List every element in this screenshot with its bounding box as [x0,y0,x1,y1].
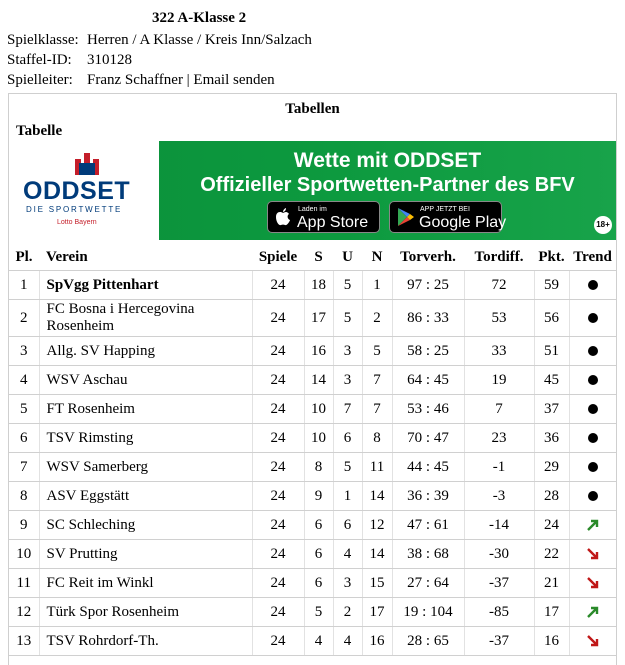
col-tordifferenz-cell: 7 [464,395,534,424]
trend-same-icon [588,491,598,501]
col-platz-cell: 1 [9,271,39,300]
apple-icon [276,208,290,226]
oddset-crown-icon [69,153,105,177]
col-punkte-cell: 28 [534,482,569,511]
col-trend-cell [569,569,616,598]
tabelle-heading: Tabelle [16,123,63,139]
col-trend-header: Trend [569,244,616,271]
col-verein-cell[interactable]: TSV Rimsting [39,424,252,453]
table-row [9,511,616,540]
col-verein-cell[interactable]: Allg. SV Happing [39,337,252,366]
col-niederlagen-cell: 15 [362,569,392,598]
lotto-bayern-logo: Lotto Bayern [57,219,97,226]
col-siege-cell: 10 [304,395,333,424]
col-punkte-cell: 17 [534,598,569,627]
col-platz-cell: 10 [9,540,39,569]
tabellen-heading: Tabellen [285,101,340,117]
trend-down-icon [587,577,599,589]
banner-headline-1: Wette mit ODDSET [293,149,482,172]
col-punkte-cell: 24 [534,511,569,540]
col-platz-header: Pl. [9,244,39,271]
col-niederlagen-cell: 7 [362,395,392,424]
col-unentschieden-cell: 5 [333,453,362,482]
col-punkte-header: Pkt. [534,244,569,271]
col-spiele-cell: 24 [252,598,304,627]
col-tordifferenz-header: Tordiff. [464,244,534,271]
col-tordifferenz-cell: -1 [464,453,534,482]
table-row [9,337,616,366]
staffel-value: 310128 [87,52,132,68]
oddset-logo [9,141,159,240]
col-spiele-cell: 24 [252,569,304,598]
col-spiele-cell: 24 [252,395,304,424]
col-niederlagen-cell: 17 [362,598,392,627]
oddset-logo-sub: DIE SPORTWETTE [26,205,123,214]
col-unentschieden-cell: 5 [333,271,362,300]
col-trend-cell [569,453,616,482]
col-trend-cell [569,395,616,424]
trend-same-icon [588,462,598,472]
col-torverhaeltnis-cell: 97 : 25 [392,271,464,300]
spielleiter-label: Spielleiter: [7,72,73,88]
trend-same-icon [588,375,598,385]
col-siege-cell: 5 [304,598,333,627]
col-trend-cell [569,627,616,656]
col-punkte-cell: 22 [534,540,569,569]
col-spiele-cell: 24 [252,300,304,337]
col-torverhaeltnis-cell: 64 : 45 [392,366,464,395]
table-row [9,300,616,337]
col-unentschieden-cell: 7 [333,395,362,424]
col-tordifferenz-cell: -14 [464,511,534,540]
col-torverhaeltnis-cell: 53 : 46 [392,395,464,424]
col-unentschieden-cell: 6 [333,424,362,453]
col-tordifferenz-cell: 53 [464,300,534,337]
col-niederlagen-cell: 8 [362,424,392,453]
col-torverhaeltnis-header: Torverh. [392,244,464,271]
col-platz-cell: 3 [9,337,39,366]
col-punkte-cell: 21 [534,569,569,598]
col-verein-cell[interactable]: WSV Samerberg [39,453,252,482]
col-punkte-cell: 56 [534,300,569,337]
col-verein-cell[interactable]: SpVgg Pittenhart [39,271,252,300]
col-siege-cell: 9 [304,482,333,511]
col-niederlagen-header: N [362,244,392,271]
col-verein-cell[interactable]: FT Rosenheim [39,395,252,424]
col-torverhaeltnis-cell: 86 : 33 [392,300,464,337]
col-punkte-cell: 51 [534,337,569,366]
spielklasse-value: Herren / A Klasse / Kreis Inn/Salzach [87,32,312,48]
table-body [9,271,616,656]
age-18-badge: 18+ [594,216,612,234]
trend-down-icon [587,548,599,560]
col-niederlagen-cell: 2 [362,300,392,337]
col-torverhaeltnis-cell: 58 : 25 [392,337,464,366]
col-siege-header: S [304,244,333,271]
col-siege-cell: 14 [304,366,333,395]
col-tordifferenz-cell: -37 [464,627,534,656]
col-spiele-cell: 24 [252,453,304,482]
spielleiter-row [7,72,275,89]
col-tordifferenz-cell: 19 [464,366,534,395]
trend-same-icon [588,346,598,356]
col-verein-cell[interactable]: SC Schleching [39,511,252,540]
col-spiele-cell: 24 [252,337,304,366]
col-trend-cell [569,271,616,300]
col-verein-cell[interactable]: WSV Aschau [39,366,252,395]
col-platz-cell: 7 [9,453,39,482]
google-play-small: APP JETZT BEI [420,206,470,213]
col-niederlagen-cell: 12 [362,511,392,540]
col-niederlagen-cell: 5 [362,337,392,366]
league-title: 322 A-Klasse 2 [152,10,247,26]
app-store-label: App Store [297,214,369,231]
col-platz-cell: 5 [9,395,39,424]
col-tordifferenz-cell: -85 [464,598,534,627]
col-trend-cell [569,366,616,395]
col-niederlagen-cell: 14 [362,540,392,569]
col-trend-cell [569,424,616,453]
trend-up-icon [587,606,599,618]
col-siege-cell: 6 [304,540,333,569]
spielklasse-label: Spielklasse: [7,32,79,48]
col-verein-cell[interactable]: SV Prutting [39,540,252,569]
col-punkte-cell: 45 [534,366,569,395]
oddset-logo-text: ODDSET [23,177,131,205]
col-tordifferenz-cell: -30 [464,540,534,569]
col-trend-cell [569,337,616,366]
col-tordifferenz-cell: -3 [464,482,534,511]
table-row [9,453,616,482]
col-siege-cell: 6 [304,569,333,598]
col-unentschieden-cell: 6 [333,511,362,540]
col-spiele-cell: 24 [252,540,304,569]
col-punkte-cell: 29 [534,453,569,482]
app-store-small: Laden im [298,206,327,213]
col-siege-cell: 10 [304,424,333,453]
col-trend-cell [569,482,616,511]
col-torverhaeltnis-cell: 70 : 47 [392,424,464,453]
col-tordifferenz-cell: 33 [464,337,534,366]
col-torverhaeltnis-cell: 47 : 61 [392,511,464,540]
col-siege-cell: 17 [304,300,333,337]
col-torverhaeltnis-cell: 28 : 65 [392,627,464,656]
oddset-banner[interactable] [9,141,616,240]
google-play-icon [398,208,414,226]
col-tordifferenz-cell: 23 [464,424,534,453]
standings-table [9,244,616,656]
table-row [9,627,616,656]
spielklasse-row [7,32,312,49]
col-trend-cell [569,511,616,540]
col-verein-header: Verein [39,244,252,271]
col-unentschieden-cell: 3 [333,337,362,366]
col-niederlagen-cell: 16 [362,627,392,656]
col-punkte-cell: 36 [534,424,569,453]
table-row [9,395,616,424]
trend-same-icon [588,313,598,323]
col-platz-cell: 2 [9,300,39,337]
col-unentschieden-cell: 2 [333,598,362,627]
col-siege-cell: 16 [304,337,333,366]
col-verein-cell[interactable]: ASV Eggstätt [39,482,252,511]
banner-headline-2: Offizieller Sportwetten-Partner des BFV [200,174,575,196]
col-tordifferenz-cell: 72 [464,271,534,300]
col-spiele-cell: 24 [252,482,304,511]
table-row [9,540,616,569]
col-platz-cell: 9 [9,511,39,540]
col-unentschieden-cell: 3 [333,366,362,395]
staffel-row [7,52,132,69]
col-niederlagen-cell: 14 [362,482,392,511]
col-niederlagen-cell: 1 [362,271,392,300]
app-store-button[interactable] [267,201,380,233]
col-siege-cell: 18 [304,271,333,300]
col-siege-cell: 8 [304,453,333,482]
col-unentschieden-header: U [333,244,362,271]
trend-same-icon [588,433,598,443]
trend-same-icon [588,280,598,290]
col-verein-cell[interactable]: Türk Spor Rosenheim [39,598,252,627]
spielleiter-value[interactable]: Franz Schaffner | Email senden [87,72,275,88]
col-trend-cell [569,300,616,337]
col-spiele-cell: 24 [252,424,304,453]
tabellen-panel [8,93,617,665]
col-unentschieden-cell: 4 [333,540,362,569]
trend-same-icon [588,404,598,414]
trend-down-icon [587,635,599,647]
col-torverhaeltnis-cell: 38 : 68 [392,540,464,569]
col-trend-cell [569,598,616,627]
google-play-button[interactable] [389,201,507,233]
col-torverhaeltnis-cell: 44 : 45 [392,453,464,482]
col-spiele-cell: 24 [252,627,304,656]
col-verein-cell[interactable]: FC Reit im Winkl [39,569,252,598]
col-unentschieden-cell: 5 [333,300,362,337]
col-siege-cell: 6 [304,511,333,540]
col-niederlagen-cell: 11 [362,453,392,482]
col-spiele-cell: 24 [252,271,304,300]
col-unentschieden-cell: 4 [333,627,362,656]
col-punkte-cell: 16 [534,627,569,656]
col-verein-cell[interactable]: TSV Rohrdorf-Th. [39,627,252,656]
col-tordifferenz-cell: -37 [464,569,534,598]
col-spiele-cell: 24 [252,366,304,395]
col-platz-cell: 11 [9,569,39,598]
trend-up-icon [587,519,599,531]
table-row [9,569,616,598]
table-row [9,598,616,627]
col-niederlagen-cell: 7 [362,366,392,395]
col-torverhaeltnis-cell: 19 : 104 [392,598,464,627]
col-spiele-cell: 24 [252,511,304,540]
col-platz-cell: 12 [9,598,39,627]
staffel-label: Staffel-ID: [7,52,72,68]
col-trend-cell [569,540,616,569]
col-torverhaeltnis-cell: 36 : 39 [392,482,464,511]
col-punkte-cell: 37 [534,395,569,424]
table-row [9,271,616,300]
col-punkte-cell: 59 [534,271,569,300]
table-row [9,482,616,511]
col-spiele-header: Spiele [252,244,304,271]
table-row [9,366,616,395]
col-platz-cell: 13 [9,627,39,656]
col-unentschieden-cell: 1 [333,482,362,511]
col-torverhaeltnis-cell: 27 : 64 [392,569,464,598]
col-unentschieden-cell: 3 [333,569,362,598]
col-platz-cell: 4 [9,366,39,395]
table-row [9,424,616,453]
google-play-label: Google Play [419,214,507,231]
col-siege-cell: 4 [304,627,333,656]
col-verein-cell[interactable]: FC Bosna i Hercegovina Rosenheim [39,300,252,337]
table-header-row [9,244,616,271]
col-platz-cell: 6 [9,424,39,453]
col-platz-cell: 8 [9,482,39,511]
